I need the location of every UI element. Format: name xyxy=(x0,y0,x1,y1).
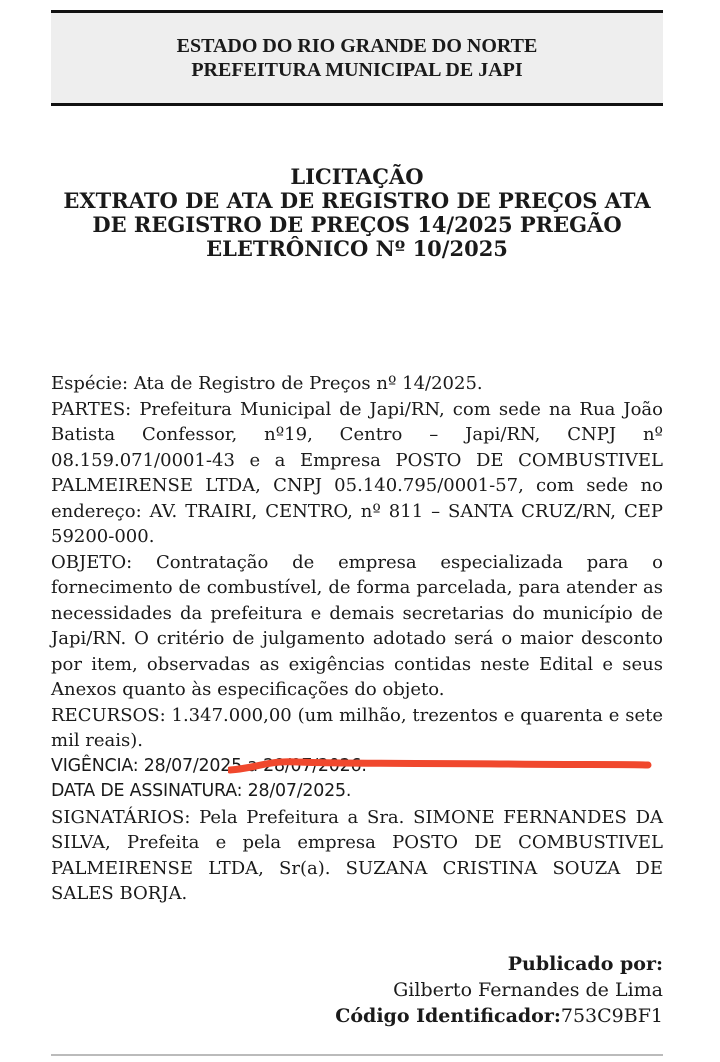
signatarios-paragraph: SIGNATÁRIOS: Pela Prefeitura a Sra. SIMONE FERNANDES DA SILVA, Prefeita e pela empresa POSTO DE COMBUSTIVEL PALMEIRENSE LTDA, Sr(a). SUZANA CRISTINA SOUZA DE SALES BORJA. xyxy=(51,806,663,904)
published-by-label: Publicado por: xyxy=(507,953,663,975)
header-state: ESTADO DO RIO GRANDE DO NORTE xyxy=(176,35,538,57)
especie-paragraph: Espécie: Ata de Registro de Preços nº 14/2025. xyxy=(51,373,483,394)
vigencia-paragraph: VIGÊNCIA: 28/07/2025 a 28/07/2026. xyxy=(51,755,367,776)
header-municipality: PREFEITURA MUNICIPAL DE JAPI xyxy=(191,59,523,81)
identifier-code-label: Código Identificador: xyxy=(335,1005,561,1027)
partes-paragraph: PARTES: Prefeitura Municipal de Japi/RN, com sede na Rua João Batista Confessor, nº19, Centro – Japi/RN, CNPJ nº 08.159.071/0001-43 e a Empresa POSTO DE COMBUSTIVEL PALMEIRENSE LTDA, CNPJ 05.140.795/0001-57, com sede no endereço: AV. TRAIRI, CENTRO, nº 811 – SANTA CRUZ/RN, CEP 59200-000. xyxy=(51,398,663,547)
handwritten-underline-mark xyxy=(228,754,652,778)
identifier-code xyxy=(335,1003,663,1029)
header-box xyxy=(51,10,663,106)
bottom-divider xyxy=(51,1054,663,1056)
recursos-paragraph: RECURSOS: 1.347.000,00 (um milhão, trezentos e quarenta e sete mil reais). xyxy=(51,704,663,751)
identifier-code-value: 753C9BF1 xyxy=(560,1005,663,1027)
document-title xyxy=(51,165,663,261)
title-line-extrato: EXTRATO DE ATA DE REGISTRO DE PREÇOS ATA DE REGISTRO DE PREÇOS 14/2025 PREGÃO ELETRÔNICO Nº 10/2025 xyxy=(63,188,651,261)
publisher-name: Gilberto Fernandes de Lima xyxy=(393,979,663,1001)
objeto-paragraph: OBJETO: Contratação de empresa especializada para o fornecimento de combustível, de forma parcelada, para atender as necessidades da prefeitura e demais secretarias do município de Japi/RN. O critério de julgamento adotado será o maior desconto por item, observadas as exigências contidas neste Edital e seus Anexos quanto às especificações do objeto. xyxy=(51,551,663,700)
data-assinatura-paragraph: DATA DE ASSINATURA: 28/07/2025. xyxy=(51,781,352,801)
signature-block xyxy=(335,951,663,1029)
title-line-licitacao: LICITAÇÃO xyxy=(290,164,424,189)
document-body xyxy=(51,371,663,907)
